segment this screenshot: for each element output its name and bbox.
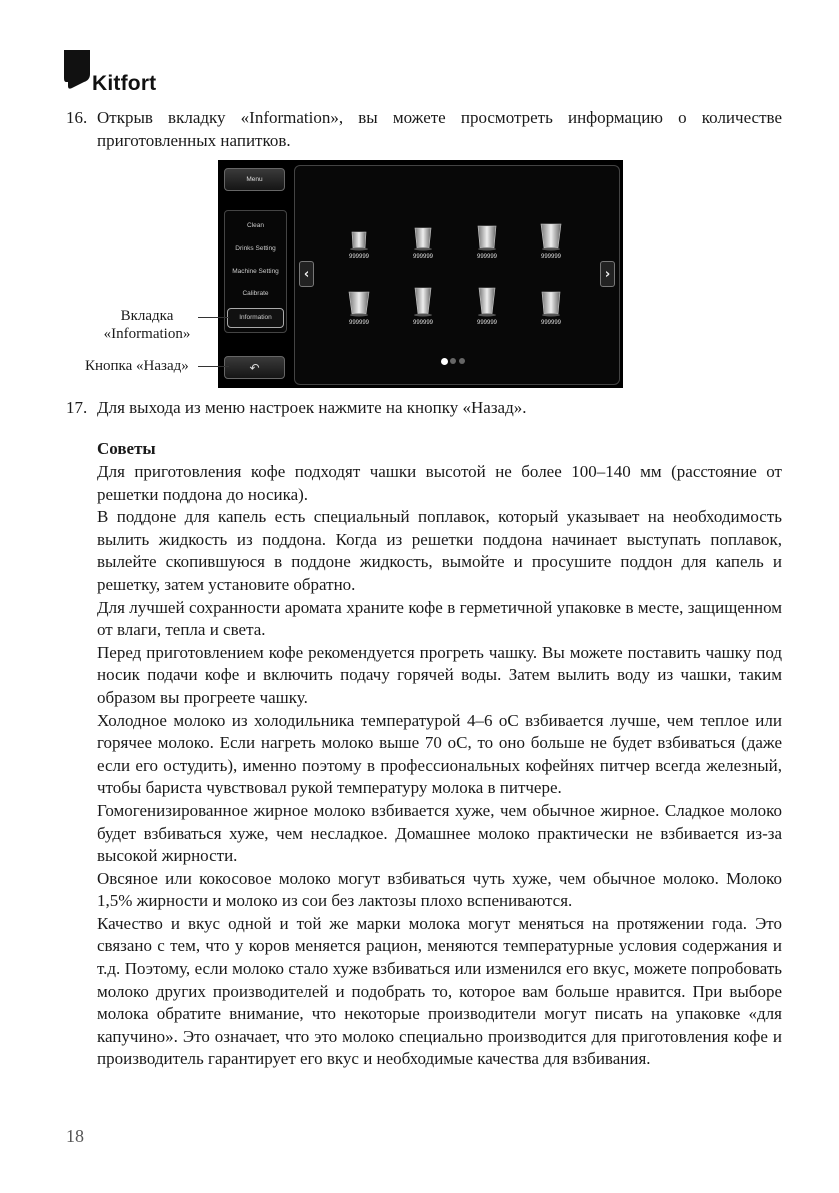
drink-count: 999999 xyxy=(476,320,498,326)
page-dot[interactable] xyxy=(459,358,465,364)
cup-icon xyxy=(339,284,379,318)
sidebar-item-drinks-setting[interactable]: Drinks Setting xyxy=(235,245,276,252)
page-number: 18 xyxy=(66,1126,84,1146)
step-17 xyxy=(66,397,782,420)
tip-paragraph: Качество и вкус одной и той же марки молока могут меняться на протяжении года. Это связано с тем, что у коров меняется рацион, меняются температурные условия содержания и т.д. Поэтому, если молоко стало хуже взбиваться или изменился его вкус, можете попробовать молоко других производителей и подобрать то, которое вам больше нравится. При выборе молока обратите внимание, что некоторые производители могут писать на упаковке «для капучино». Это означает, что это молоко специально производится для приготовления кофе и производитель гарантирует его вкус и необходимые качества для взбивания. xyxy=(97,913,782,1069)
return-arrow-icon: ↶ xyxy=(249,360,260,375)
step-16 xyxy=(66,107,782,152)
cup-icon xyxy=(531,284,571,318)
menu-button[interactable] xyxy=(224,168,285,191)
drink-count: 999999 xyxy=(540,254,562,260)
drink-count: 999999 xyxy=(412,320,434,326)
tip-paragraph: Перед приготовлением кофе рекомендуется прогреть чашку. Вы можете поставить чашку под носик подачи кофе и включить подачу горячей воды. Затем вылить воду из чашки, таким образом вы прогреете чашку. xyxy=(97,642,782,707)
leader-line xyxy=(198,317,229,318)
settings-sidebar xyxy=(224,210,287,333)
chevron-right-icon[interactable]: › xyxy=(600,261,615,287)
step-number: 17. xyxy=(66,398,88,417)
sidebar-item-machine-setting[interactable]: Machine Setting xyxy=(232,268,279,275)
tip-paragraph: В поддоне для капель есть специальный поплавок, который указывает на необходимость вылить жидкость из поддона. Когда из решетки поддона начинает выступать поплавок, вылейте скопившуюся в поддоне жидкость, вымойте и просушите поддон для капель и решетку, затем установите обратно. xyxy=(97,507,782,594)
drink-counter-item xyxy=(403,284,443,326)
drink-counter-item xyxy=(467,218,507,260)
cup-icon xyxy=(531,218,571,252)
drink-counter-item xyxy=(531,218,571,260)
menu-button-label: Menu xyxy=(246,176,263,183)
kitfort-logo-icon xyxy=(64,50,90,90)
tip-paragraph: Для приготовления кофе подходят чашки высотой не более 100–140 мм (расстояние от решетки поддона до носика). xyxy=(97,462,782,504)
page-dot[interactable] xyxy=(441,358,448,365)
drink-count: 999999 xyxy=(348,320,370,326)
page-dot[interactable] xyxy=(450,358,456,364)
drink-count: 999999 xyxy=(412,254,434,260)
cup-icon xyxy=(467,218,507,252)
drink-count: 999999 xyxy=(348,254,370,260)
brand-name: Kitfort xyxy=(92,72,157,95)
drink-count: 999999 xyxy=(476,254,498,260)
sidebar-item-clean[interactable]: Clean xyxy=(247,222,264,229)
brand-logo xyxy=(64,50,174,96)
drink-count: 999999 xyxy=(540,320,562,326)
step-text: Для выхода из меню настроек нажмите на кнопку «Назад». xyxy=(97,398,527,417)
leader-line xyxy=(198,366,229,367)
cup-icon xyxy=(403,284,443,318)
chevron-left-icon[interactable]: ‹ xyxy=(299,261,314,287)
sidebar-item-information[interactable]: Information xyxy=(227,308,284,328)
tip-paragraph: Овсяное или кокосовое молоко могут взбиваться чуть хуже, чем обычное молоко. Молоко 1,5% жирности и молоко из сои без лактозы плохо вспениваются. xyxy=(97,868,782,911)
cup-icon xyxy=(403,218,443,252)
drinks-counter-panel xyxy=(294,165,620,385)
callout-back-button: Кнопка «Назад» xyxy=(85,358,189,374)
callout-line: «Information» xyxy=(103,326,191,342)
drink-counter-item xyxy=(467,284,507,326)
sidebar-item-calibrate[interactable]: Calibrate xyxy=(242,290,269,297)
step-text: Открыв вкладку «Information», вы можете просмотреть информацию о количестве приготовленных напитков. xyxy=(97,108,782,150)
drink-counter-item xyxy=(531,284,571,326)
cup-icon xyxy=(467,284,507,318)
drink-counter-item xyxy=(403,218,443,260)
tip-paragraph: Холодное молоко из холодильника температурой 4–6 оС взбивается лучше, чем теплое или горячее молоко. Если нагреть молоко выше 70 оС, то оно больше не будет взбиваться (даже если его остудить), именно поэтому в профессиональных кофейнях питчер всегда железный, чтобы бариста чувствовал рукой температуру молока в питчере. xyxy=(97,710,782,798)
drink-counter-item xyxy=(339,218,379,260)
tips-body xyxy=(66,461,782,1071)
callout-information-tab xyxy=(96,307,198,343)
step-number: 16. xyxy=(66,108,88,127)
tip-paragraph: Для лучшей сохранности аромата храните кофе в герметичной упаковке в месте, защищенном от влаги, тепла и света. xyxy=(97,597,782,640)
cup-icon xyxy=(339,218,379,252)
coffee-machine-screen xyxy=(218,160,623,388)
drink-counter-item xyxy=(339,284,379,326)
callout-line: Вкладка xyxy=(120,308,174,324)
tips-heading: Советы xyxy=(97,439,156,458)
tip-paragraph: Гомогенизированное жирное молоко взбивается хуже, чем обычное жирное. Сладкое молоко будет взбиваться хуже, чем несладкое. Домашнее молоко практически не взбивается из-за высокой жирности. xyxy=(97,800,782,866)
back-button[interactable] xyxy=(224,356,285,379)
